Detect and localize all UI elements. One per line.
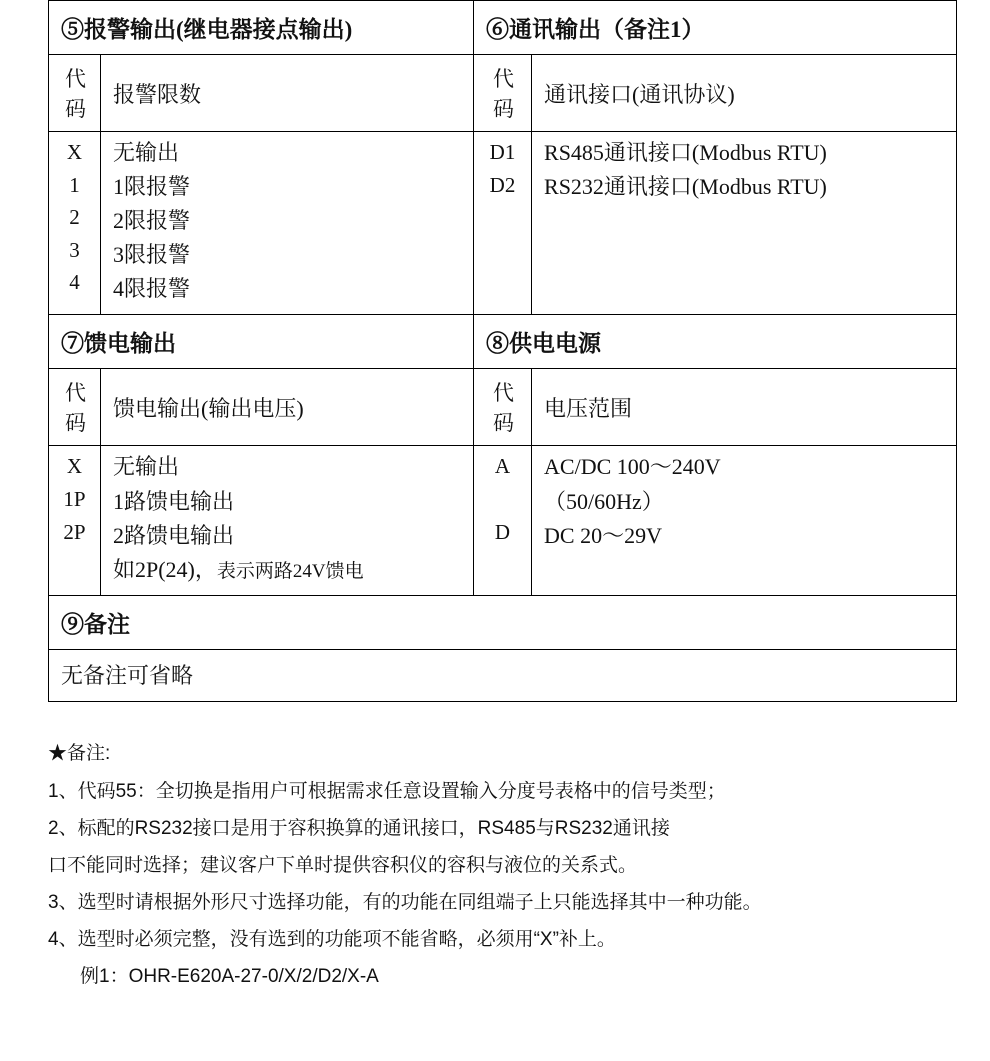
list-item: X [66,140,83,164]
comm-output-title: ⑥通讯输出（备注1） [486,17,705,42]
note-item: 口不能同时选择；建议客户下单时提供容积仪的容积与液位的关系式。 [48,855,638,877]
feed-col-desc: 馈电输出(输出电压) [113,395,304,421]
feed-code-col-header-cell [49,369,101,446]
alarm-col-code: 代码 [65,67,86,121]
table-row-remark-body [49,649,957,702]
feed-note-main: 如2P(24)， [113,556,217,582]
power-desc-col-header-cell [532,369,957,446]
comm-code-list-cell [474,132,532,315]
comm-col-code: 代码 [493,67,515,121]
alarm-code-list-cell [49,132,101,315]
power-code-list [474,446,531,556]
power-desc-list [532,446,956,560]
list-item: 无输出 [113,140,180,165]
feed-output-title: ⑦馈电输出 [61,331,176,357]
list-item: RS485通讯接口(Modbus RTU) [544,140,827,165]
note-item: 2、标配的RS232接口是用于容积换算的通讯接口，RS485与RS232通讯接 [48,818,670,840]
list-item: 3 [69,237,80,262]
notes-block [48,735,960,995]
table-row-section-headers [49,1,957,55]
list-item: 1路馈电输出 [113,488,235,514]
note-example: 例1：OHR-E620A-27-0/X/2/D2/X-A [80,966,379,988]
table-row-feed-power-values [49,446,957,595]
specification-table [48,0,957,702]
comm-output-header-cell [474,1,957,55]
comm-code-list [474,132,531,209]
table-row-column-headers [49,55,957,132]
remark-header-cell [49,595,957,649]
feed-desc-col-header-cell [101,369,474,446]
power-supply-header-cell [474,315,957,369]
feed-note-line [113,553,463,587]
alarm-desc-list [101,132,473,314]
power-col-desc: 电压范围 [544,395,633,421]
list-item: 无输出 [113,454,180,480]
list-item: 3限报警 [113,242,191,268]
list-item: 4 [69,270,80,295]
alarm-output-title: ⑤报警输出(继电器接点输出) [61,17,353,42]
power-col-code: 代码 [493,381,515,436]
list-item: 1P [63,487,86,512]
list-item: AC/DC 100～240V [544,454,721,480]
list-item: （50/60Hz） [544,488,664,514]
alarm-col-desc: 报警限数 [113,81,202,107]
feed-col-code: 代码 [65,381,86,436]
list-item: 2P [63,519,86,544]
table-row-feed-power-headers [49,315,957,369]
alarm-desc-list-cell [101,132,474,315]
list-item: 1 [69,172,80,197]
alarm-code-list [49,132,100,307]
remark-body: 无备注可省略 [61,662,194,688]
feed-code-list-cell [49,446,101,595]
feed-note-small: 表示两路24V馈电 [216,560,364,582]
list-item: 2 [69,205,80,230]
feed-desc-list [101,446,473,594]
list-item: X [66,454,83,479]
note-item: 1、代码55：全切换是指用户可根据需求任意设置输入分度号表格中的信号类型； [48,781,726,802]
list-item: 1限报警 [113,174,191,200]
notes-heading: ★备注: [48,743,111,764]
list-item: D1 [489,140,516,164]
table-row-feed-power-column-headers [49,369,957,446]
list-item: RS232通讯接口(Modbus RTU) [544,174,827,200]
comm-desc-list [532,132,956,212]
alarm-desc-col-header-cell [101,55,474,132]
list-item: D2 [489,172,516,197]
power-supply-title: ⑧供电电源 [486,331,602,357]
power-code-list-cell [474,446,532,595]
list-item [478,483,527,516]
list-item: A [494,454,511,479]
comm-code-col-header-cell [474,55,532,132]
note-item: 3、选型时请根据外形尺寸选择功能，有的功能在同组端子上只能选择其中一种功能。 [48,892,762,914]
table-row-remark-header [49,595,957,649]
comm-desc-col-header-cell [532,55,957,132]
remark-body-cell [49,649,957,702]
feed-code-list [49,446,100,556]
list-item: 2路馈电输出 [113,522,235,548]
list-item: D [494,519,511,544]
remark-title: ⑨备注 [61,611,130,637]
list-item: 4限报警 [113,276,191,302]
feed-desc-list-cell [101,446,474,595]
table-row-alarm-comm-values [49,132,957,315]
note-item: 4、选型时必须完整，没有选到的功能项不能省略，必须用“X”补上。 [48,929,616,951]
power-code-col-header-cell [474,369,532,446]
feed-output-header-cell [49,315,474,369]
list-item: DC 20～29V [544,522,662,548]
alarm-code-col-header-cell [49,55,101,132]
comm-desc-list-cell [532,132,957,315]
power-desc-list-cell [532,446,957,595]
comm-col-desc: 通讯接口(通讯协议) [544,81,735,107]
list-item: 2限报警 [113,208,191,234]
alarm-output-header-cell [49,1,474,55]
